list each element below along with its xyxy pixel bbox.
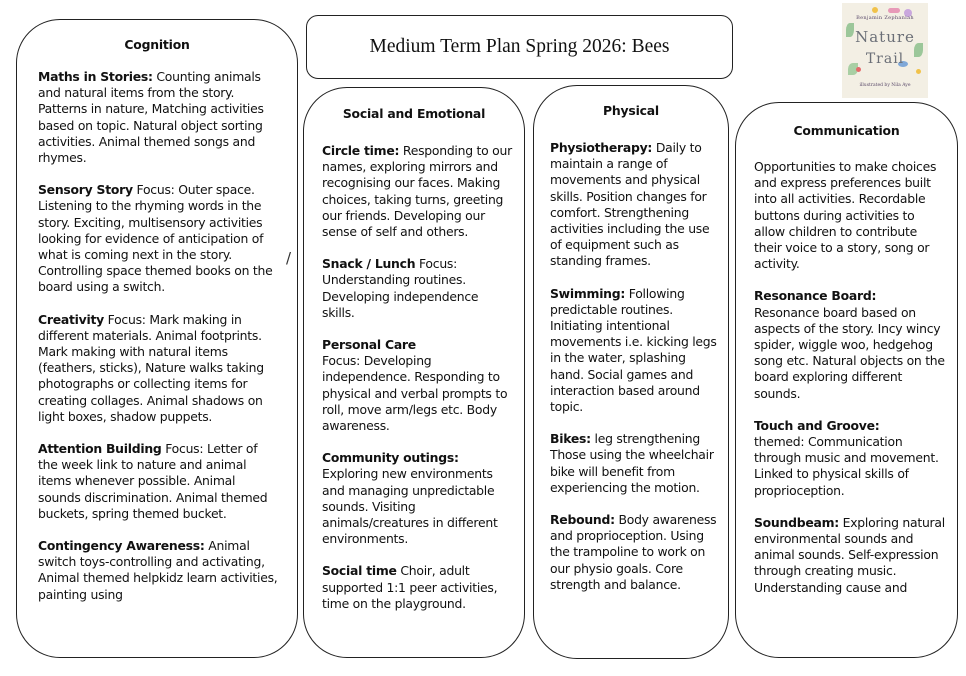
- stray-slash-mark: /: [286, 249, 292, 267]
- social-section-social-time: [322, 563, 514, 612]
- social-emotional-title: Social and Emotional: [342, 106, 486, 121]
- flower-decoration: [916, 69, 921, 74]
- book-title-line2: Trail: [865, 51, 905, 67]
- nature-trail-book-cover-image: [842, 3, 928, 98]
- cognition-section-creativity: [38, 312, 279, 425]
- communication-box: [735, 102, 958, 658]
- communication-section-soundbeam: [754, 515, 947, 596]
- section-text: Focus: Outer space. Listening to the rhyming words in the story. Exciting, multisensory activities looking for evidence of anticipation of what is coming next in the story. Controlling space themed books on the board using a switch.: [38, 182, 273, 295]
- flower-decoration: [872, 7, 878, 13]
- section-text: Resonance board based on aspects of the story. Incy wincy spider, wiggle woo, hedgehog song etc. Natural objects on the board exploring different sounds.: [754, 304, 945, 401]
- communication-section-resonance-board: [754, 288, 947, 401]
- physical-box: [533, 85, 729, 659]
- cognition-section-sensory-story: [38, 182, 279, 295]
- social-section-personal-care: [322, 337, 514, 434]
- flower-decoration: [856, 67, 861, 72]
- section-text: themed: Communication through music and movement. Linked to physical skills of proprioception.: [754, 434, 939, 498]
- social-section-snack-lunch: [322, 256, 514, 321]
- book-title-line1: Nature: [855, 28, 915, 46]
- cognition-title: Cognition: [124, 37, 190, 52]
- section-heading: Community outings:: [322, 450, 459, 466]
- section-text: Counting animals and natural items from the story. Patterns in nature, Matching activities based on topic. Natural object sorting activities. Animal themed songs and rhymes.: [38, 69, 264, 166]
- section-heading: Circle time:: [322, 143, 400, 158]
- physical-section-bikes: [550, 431, 720, 496]
- book-author: Benjamin Zephaniah: [856, 15, 914, 21]
- title-box: [306, 15, 733, 79]
- communication-title: Communication: [793, 123, 900, 138]
- section-text: Focus: Letter of the week link to nature and animal items whenever possible. Animal sounds discrimination. Animal themed buckets, spring themed bucket.: [38, 441, 268, 521]
- section-heading: Creativity: [38, 311, 104, 327]
- cognition-section-contingency: [38, 538, 279, 603]
- section-text: Exploring natural environmental sounds and animal sounds. Self-expression through creating music. Understanding cause and: [754, 514, 945, 595]
- cognition-box: [16, 19, 298, 658]
- section-text: Opportunities to make choices and express preferences built into all activities. Recordable buttons during activities to allow children to contribute their voice to a story, song or activity.: [754, 159, 937, 272]
- section-heading: Personal Care: [322, 337, 416, 353]
- cognition-content: [17, 69, 297, 619]
- section-text: Focus: Developing independence. Responding to physical and verbal prompts to roll, move arm/legs etc. Body awareness.: [322, 353, 508, 434]
- physical-section-rebound: [550, 512, 720, 593]
- section-text: Body awareness and proprioception. Using the trampoline to work on our physio goals. Core strength and balance.: [550, 512, 717, 592]
- section-text: Responding to our names, exploring mirrors and recognising our faces. Making choices, taking turns, greeting our friends. Developing our sense of self and others.: [322, 143, 512, 240]
- communication-content: [736, 159, 957, 612]
- section-text: Focus: Understanding routines. Developing independence skills.: [322, 256, 479, 320]
- physical-section-swimming: [550, 286, 720, 416]
- section-heading: Contingency Awareness:: [38, 538, 205, 554]
- section-heading: Maths in Stories:: [38, 69, 153, 84]
- section-heading: Swimming:: [550, 285, 626, 301]
- section-text: Focus: Mark making in different materials. Animal footprints. Mark making with natural items (feathers, sticks), Nature walks taking photographs or collecting items for creating collages. Animal shadows on light boxes, shadow puppets.: [38, 311, 264, 424]
- section-text: Daily to maintain a range of movements and physical skills. Position changes for comfort. Strengthening activities including the use of equipment such as standing frames.: [550, 140, 710, 269]
- section-heading: Touch and Groove:: [754, 417, 880, 433]
- physical-title: Physical: [603, 103, 659, 118]
- communication-section-touch-groove: [754, 418, 947, 499]
- section-heading: Bikes:: [550, 431, 591, 447]
- section-text: leg strengthening Those using the wheelchair bike will benefit from experiencing the motion.: [550, 431, 714, 495]
- cognition-section-attention: [38, 441, 279, 522]
- social-section-circle-time: [322, 143, 514, 240]
- section-heading: Resonance Board:: [754, 288, 877, 304]
- book-illustrator: illustrated by Nila Aye: [859, 83, 911, 88]
- section-text: Following predictable routines. Initiating intentional movements i.e. kicking legs in the water, splashing hand. Social games and interaction based around topic.: [550, 285, 717, 415]
- social-emotional-content: [304, 143, 524, 628]
- physical-content: [534, 140, 728, 609]
- social-section-community-outings: [322, 450, 514, 547]
- section-heading: Attention Building: [38, 441, 162, 457]
- section-text: Choir, adult supported 1:1 peer activities, time on the playground.: [322, 563, 498, 611]
- section-text: Animal switch toys-controlling and activating, Animal themed helpkidz learn activities, painting using: [38, 538, 278, 602]
- section-heading: Rebound:: [550, 512, 615, 528]
- section-heading: Sensory Story: [38, 182, 133, 198]
- section-heading: Social time: [322, 563, 397, 579]
- section-heading: Soundbeam:: [754, 514, 839, 530]
- section-text: Exploring new environments and managing unpredictable sounds. Visiting animals/creatures in different environments.: [322, 466, 498, 547]
- social-emotional-box: [303, 87, 525, 658]
- section-heading: Physiotherapy:: [550, 140, 653, 155]
- physical-section-physiotherapy: [550, 140, 720, 270]
- page-title: Medium Term Plan Spring 2026: Bees: [369, 36, 670, 57]
- section-heading: Snack / Lunch: [322, 256, 416, 272]
- cognition-section-maths: [38, 69, 279, 166]
- communication-section-intro: [754, 159, 947, 272]
- flower-decoration: [888, 8, 900, 13]
